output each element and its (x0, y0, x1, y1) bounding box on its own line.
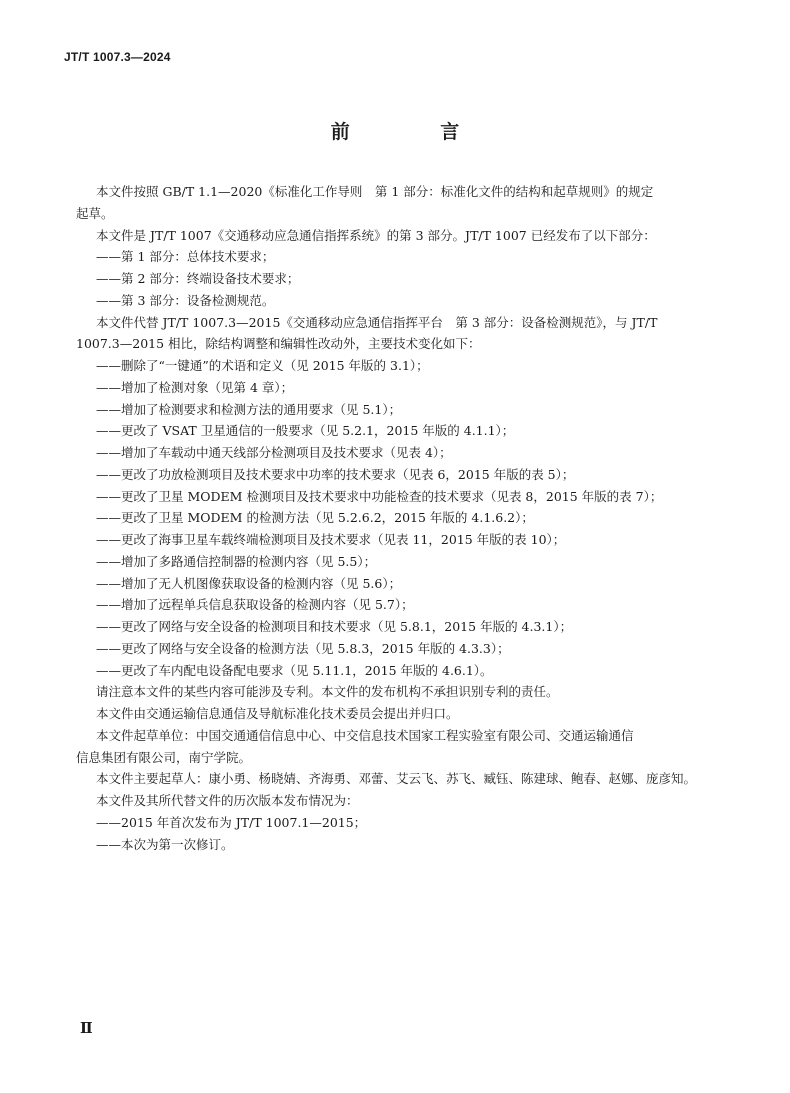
list-item: ——删除了“一键通”的术语和定义（见 2015 年版的 3.1）； (96, 358, 429, 373)
paragraph-line: 本文件及其所代替文件的历次版本发布情况为： (96, 793, 359, 808)
list-item: ——更改了网络与安全设备的检测方法（见 5.8.3，2015 年版的 4.3.3）； (96, 640, 510, 656)
list-item: ——增加了无人机图像获取设备的检测内容（见 5.6）； (96, 575, 402, 591)
paragraph-line: 本文件代替 JT/T 1007.3—2015《交通移动应急通信指挥平台 第 3 部分：设备检测规范》，与 JT/T (96, 314, 658, 330)
list-item: ——更改了功放检测项目及技术要求中功率的技术要求（见表 6，2015 年版的表 5）； (96, 466, 575, 482)
paragraph-line: 本文件是 JT/T 1007《交通移动应急通信指挥系统》的第 3 部分。JT/T 1007 已经发布了以下部分： (96, 227, 656, 243)
paragraph-line: 本文件起草单位：中国交通通信信息中心、中交信息技术国家工程实验室有限公司、交通运输通信 (96, 727, 634, 743)
list-item: ——更改了卫星 MODEM 的检测方法（见 5.2.6.2，2015 年版的 4.1.6.2）； (96, 510, 534, 526)
list-item: ——第 2 部分：终端设备技术要求； (96, 271, 300, 286)
paragraph-line: 1007.3—2015 相比，除结构调整和编辑性改动外，主要技术变化如下： (76, 336, 481, 352)
page-number: Ⅱ (80, 1019, 93, 1037)
paragraph-line: 本文件由交通运输信息通信及导航标准化技术委员会提出并归口。 (96, 706, 459, 721)
page-title: 前 言 (330, 121, 502, 143)
list-item: ——增加了检测对象（见第 4 章）； (96, 379, 294, 395)
paragraph-line: 起草。 (76, 205, 114, 221)
list-item: ——更改了车内配电设备配电要求（见 5.11.1，2015 年版的 4.6.1）。 (96, 662, 493, 678)
paragraph-line: 本文件主要起草人：康小勇、杨晓婧、齐海勇、邓蕾、艾云飞、苏飞、臧钰、陈建球、鲍春、赵娜、庞彦知。 (96, 771, 697, 787)
list-item: ——第 3 部分：设备检测规范。 (96, 292, 275, 308)
list-item: ——增加了检测要求和检测方法的通用要求（见 5.1）； (96, 401, 402, 417)
list-item: ——增加了远程单兵信息获取设备的检测内容（见 5.7）； (96, 597, 414, 613)
list-item: ——更改了卫星 MODEM 检测项目及技术要求中功能检查的技术要求（见表 8，2015 年版的表 7）； (96, 488, 663, 504)
list-item: ——更改了海事卫星车载终端检测项目及技术要求（见表 11，2015 年版的表 10）； (96, 532, 566, 547)
list-item: ——更改了 VSAT 卫星通信的一般要求（见 5.2.1，2015 年版的 4.1.1）； (96, 423, 515, 439)
list-item: ——增加了多路通信控制器的检测内容（见 5.5）； (96, 553, 377, 569)
paragraph-line: 本文件按照 GB/T 1.1—2020《标准化工作导则 第 1 部分：标准化文件的结构和起草规则》的规定 (96, 184, 654, 199)
paragraph-line: 请注意本文件的某些内容可能涉及专利。本文件的发布机构不承担识别专利的责任。 (96, 684, 559, 700)
list-item: ——增加了车载动中通天线部分检测项目及技术要求（见表 4）； (96, 445, 452, 460)
paragraph-line: 信息集团有限公司，南宁学院。 (76, 749, 252, 765)
list-item: ——2015 年首次发布为 JT/T 1007.1—2015； (96, 814, 367, 830)
list-item: ——第 1 部分：总体技术要求； (96, 249, 275, 265)
list-item: ——本次为第一次修订。 (96, 836, 234, 852)
document-body (0, 181, 790, 855)
standard-code: JT/T 1007.3—2024 (64, 50, 171, 64)
list-item: ——更改了网络与安全设备的检测项目和技术要求（见 5.8.1，2015 年版的 4.3.1）； (96, 619, 573, 634)
